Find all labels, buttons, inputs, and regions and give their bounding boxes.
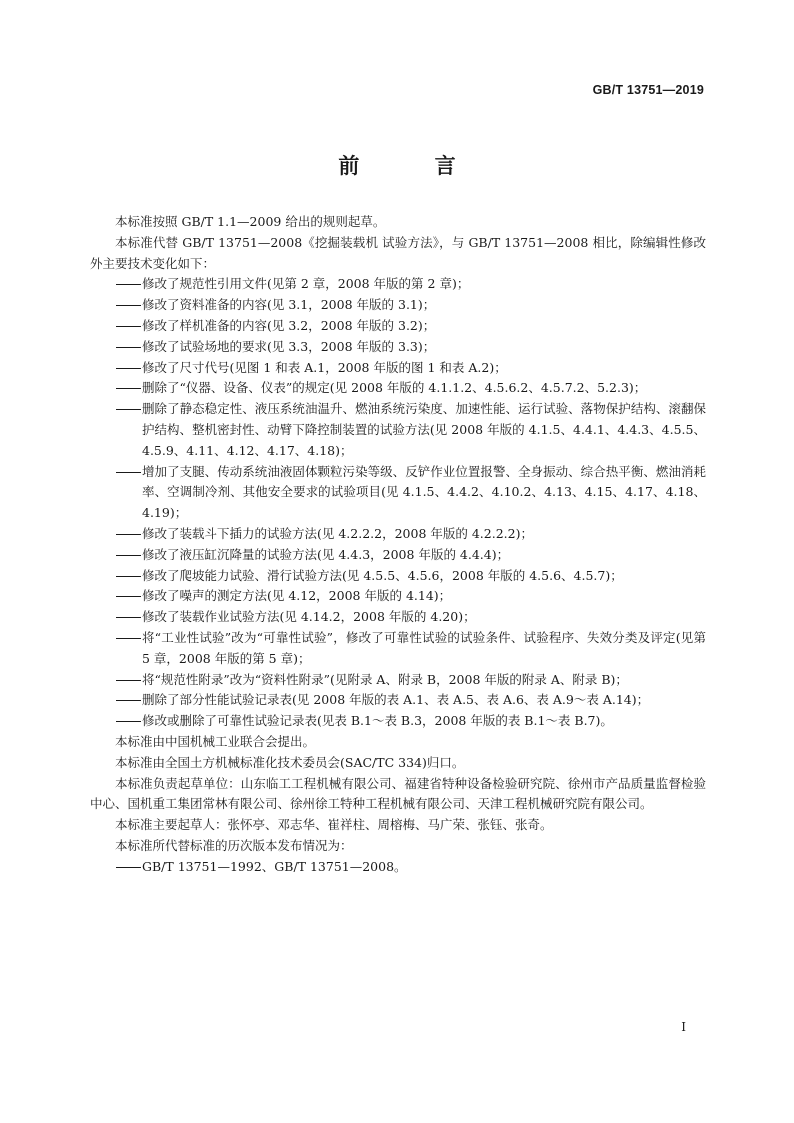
document-body: [90, 212, 706, 878]
list-item-text: 修改了液压缸沉降量的试验方法(见 4.4.3，2008 年版的 4.4.4)；: [142, 546, 510, 562]
list-item-text: 删除了静态稳定性、液压系统油温升、燃油系统污染度、加速性能、运行试验、落物保护结构、滚翻保护结构、整机密封性、动臂下降控制装置的试验方法(见 2008 年版的 4.1.5、4.4.1、4.4.3、4.5.5、4.5.9、4.11、4.12、4.17、4.18)；: [142, 401, 706, 458]
list-item: [90, 316, 706, 337]
paragraph: 本标准由中国机械工业联合会提出。: [115, 733, 316, 749]
list-item-text: 修改了装载斗下插力的试验方法(见 4.2.2.2，2008 年版的 4.2.2.2)；: [142, 525, 533, 541]
standard-code: GB/T 13751—2019: [592, 83, 704, 97]
paragraph: 本标准所代替标准的历次版本发布情况为：: [115, 837, 353, 853]
list-item: [90, 337, 706, 358]
list-item: [90, 295, 706, 316]
list-item-text: 修改了尺寸代号(见图 1 和表 A.1，2008 年版的图 1 和表 A.2)；: [142, 359, 507, 375]
list-item-text: 增加了支腿、传动系统油液固体颗粒污染等级、反铲作业位置报警、全身振动、综合热平衡、燃油消耗率、空调制冷剂、其他安全要求的试验项目(见 4.1.5、4.4.2、4.10.2、4.13、4.15、4.17、4.18、4.19)；: [142, 463, 706, 521]
paragraph: 本标准由全国土方机械标准化技术委员会(SAC/TC 334)归口。: [115, 754, 465, 770]
list-item: [90, 857, 706, 878]
list-item: [90, 628, 706, 670]
list-item: [90, 274, 706, 295]
list-item-text: 将“规范性附录”改为“资料性附录”(见附录 A、附录 B，2008 年版的附录 A、附录 B)；: [142, 671, 628, 687]
change-list: [90, 274, 706, 732]
list-item: [90, 670, 706, 691]
list-item: [90, 524, 706, 545]
list-item-text: 删除了部分性能试验记录表(见 2008 年版的表 A.1、表 A.5、表 A.6、表 A.9～表 A.14)；: [142, 692, 650, 708]
paragraph: 本标准主要起草人：张怀亭、邓志华、崔祥柱、周榕梅、马广荣、张钰、张奇。: [115, 817, 553, 833]
list-item-text: 修改或删除了可靠性试验记录表(见表 B.1～表 B.3，2008 年版的表 B.1～表 B.7)。: [142, 713, 613, 729]
list-item: [90, 462, 706, 524]
list-item-text: 删除了“仪器、设备、仪表”的规定(见 2008 年版的 4.1.1.2、4.5.6.2、4.5.7.2、5.2.3)；: [142, 380, 647, 396]
list-item-text: 修改了试验场地的要求(见 3.3，2008 年版的 3.3)；: [142, 338, 436, 354]
list-item: [90, 711, 706, 732]
paragraph: 本标准代替 GB/T 13751—2008《挖掘装载机 试验方法》，与 GB/T 13751—2008 相比，除编辑性修改外主要技术变化如下：: [90, 234, 706, 271]
list-item-text: 修改了规范性引用文件(见第 2 章，2008 年版的第 2 章)；: [142, 276, 470, 292]
list-item-text: 修改了噪声的测定方法(见 4.12，2008 年版的 4.14)；: [142, 588, 452, 604]
list-item: [90, 586, 706, 607]
paragraph: 本标准按照 GB/T 1.1—2009 给出的规则起草。: [115, 214, 386, 229]
paragraph: 本标准负责起草单位：山东临工工程机械有限公司、福建省特种设备检验研究院、徐州市产品质量监督检验中心、国机重工集团常林有限公司、徐州徐工特种工程机械有限公司、天津工程机械研究院有限公司。: [90, 775, 706, 812]
list-item: [90, 607, 706, 628]
list-item: [90, 545, 706, 566]
list-item: [90, 566, 706, 587]
list-item: [90, 358, 706, 379]
list-item-text: 将“工业性试验”改为“可靠性试验”，修改了可靠性试验的试验条件、试验程序、失效分类及评定(见第 5 章，2008 年版的第 5 章)；: [142, 629, 706, 666]
page-title: 前 言: [338, 154, 490, 178]
list-item-text: 修改了资料准备的内容(见 3.1，2008 年版的 3.1)；: [142, 297, 436, 313]
list-item-text: 修改了爬坡能力试验、滑行试验方法(见 4.5.5、4.5.6，2008 年版的 4.5.6、4.5.7)；: [142, 567, 623, 583]
list-item: [90, 690, 706, 711]
list-item: [90, 378, 706, 399]
list-item: [90, 399, 706, 461]
list-item-text: 修改了装载作业试验方法(见 4.14.2，2008 年版的 4.20)；: [142, 609, 476, 625]
page-number: I: [681, 1020, 686, 1034]
list-item-text: 修改了样机准备的内容(见 3.2，2008 年版的 3.2)；: [142, 317, 436, 333]
list-item-text: GB/T 13751—1992、GB/T 13751—2008。: [142, 858, 407, 874]
